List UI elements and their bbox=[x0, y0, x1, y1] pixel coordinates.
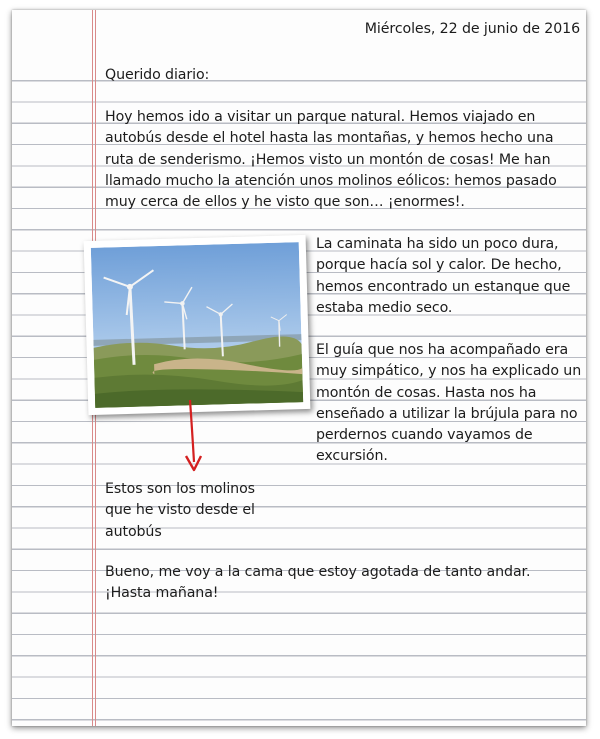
photo-caption: Estos son los molinos que he visto desde el autobús bbox=[105, 481, 255, 540]
wind-turbines-photo bbox=[84, 235, 311, 415]
wind-turbines-image bbox=[91, 242, 303, 408]
red-arrow-icon bbox=[180, 398, 210, 476]
diary-date: Miércoles, 22 de junio de 2016 bbox=[364, 21, 580, 37]
paragraph-visit: Hoy hemos ido a visitar un parque natural. Hemos viajado en autobús desde el hotel hasta las montañas, y hemos hecho una ruta de senderismo. ¡Hemos visto un montón de cosas! Me han llamado mucho la atención unos molinos eólicos: hemos pasado muy cerca de ellos y he visto que son… ¡enormes!. bbox=[105, 109, 557, 211]
paragraph-walk: La caminata ha sido un poco dura, porque hacía sol y calor. De hecho, hemos encontrado un estanque que estaba medio seco. bbox=[316, 236, 571, 316]
paragraph-guide: El guía que nos ha acompañado era muy simpático, y nos ha explicado un montón de cosas. Hasta nos ha enseñado a utilizar la brújula para no perdernos cuando vayamos de excursión. bbox=[316, 342, 582, 465]
paragraph-closing: Bueno, me voy a la cama que estoy agotada de tanto andar. ¡Hasta mañana! bbox=[105, 564, 531, 602]
diary-greeting: Querido diario: bbox=[105, 67, 210, 83]
